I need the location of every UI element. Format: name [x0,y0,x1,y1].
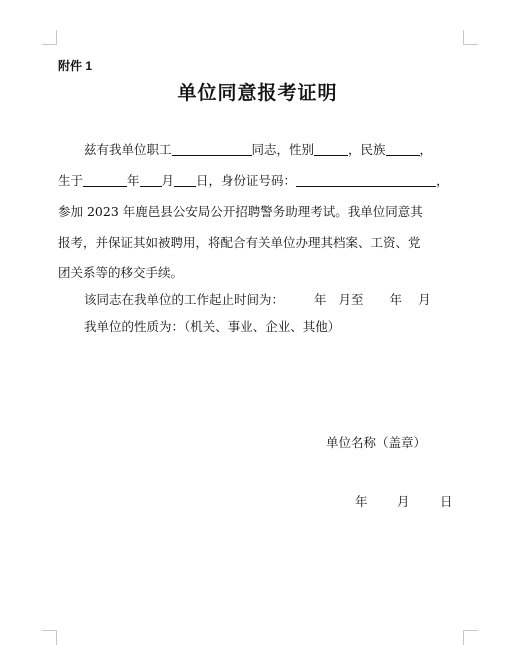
employee-line: 兹有我单位职工 同志，性别 ，民族 ， [84,142,433,157]
ethnicity-blank[interactable] [386,142,420,156]
body-text-line: 报考，并保证其如被聘用，将配合有关单位办理其档案、工资、党 [58,235,421,250]
attachment-label: 附件 1 [58,59,93,73]
date-day-label: 日 [440,494,453,509]
date-year-label: 年 [355,494,368,509]
page-corner-mark [463,30,478,45]
birth-day-blank[interactable] [174,173,196,187]
page-corner-mark [42,30,57,45]
body-text-line: 团关系等的移交手续。 [58,265,184,280]
page-title: 单位同意报考证明 [177,82,338,104]
birth-month-blank[interactable] [140,173,162,187]
unit-nature-line: 我单位的性质为：（机关、事业、企业、其他） [84,319,341,334]
body-text-line: 参加 2023 年鹿邑县公安局公开招聘警务助理考试。我单位同意其 [58,204,423,219]
unit-signature-label: 单位名称（盖章） [326,435,427,450]
id-number-blank[interactable] [296,173,436,187]
birth-year-blank[interactable] [83,173,127,187]
page-corner-mark [42,630,57,645]
date-month-label: 月 [397,494,410,509]
birth-id-line: 生于 年 月 日，身份证号码： ， [58,173,449,188]
gender-blank[interactable] [314,142,348,156]
page-corner-mark [463,630,478,645]
work-period-line: 该同志在我单位的工作起止时间为： 年 月至 年 月 [84,292,431,307]
name-blank[interactable] [172,142,252,156]
